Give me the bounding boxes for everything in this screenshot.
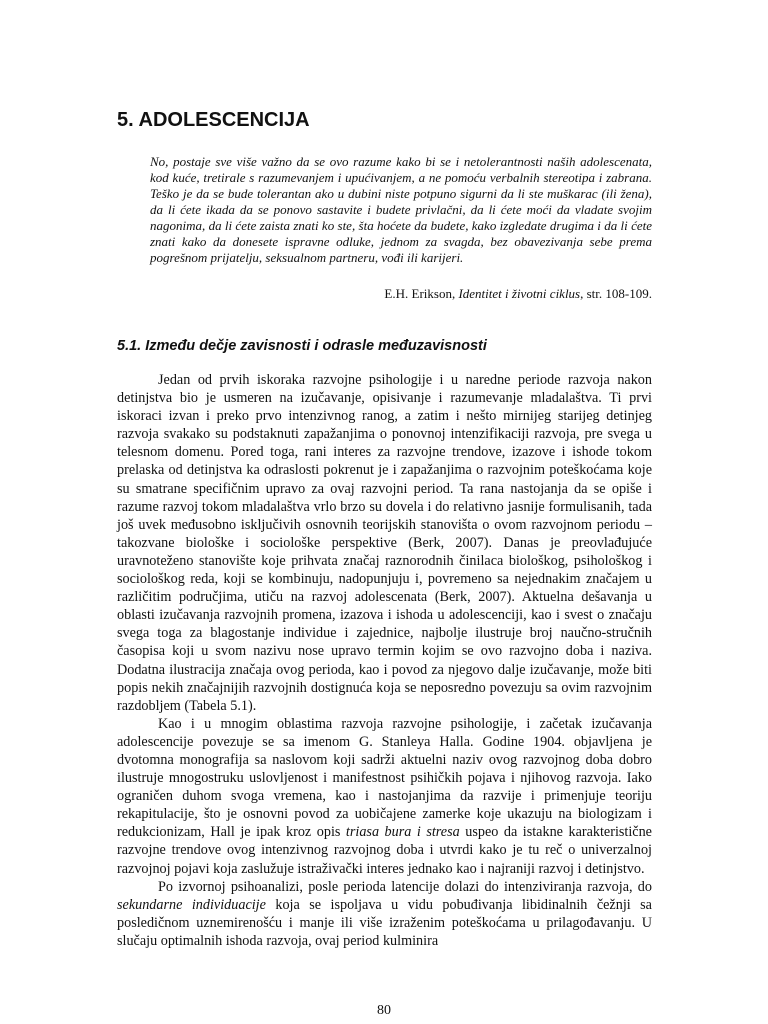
paragraph-2 bbox=[117, 715, 652, 878]
paragraph-3-text-b: koja se ispoljava u vidu pobuđivanja libidinalnih čežnji sa posledičnom uznemirenošću i manje ili više izraženim poteškoćama u prilagođavanju. U slučaju optimalnih ishoda razvoja, ovaj period kulminira bbox=[117, 896, 652, 949]
section-title: 5.1. Između dečje zavisnosti i odrasle međuzavisnosti bbox=[117, 338, 487, 354]
paragraph-3-term: sekundarne individuacije bbox=[117, 896, 266, 913]
attribution-pages: , str. 108-109. bbox=[580, 286, 652, 301]
page-number: 80 bbox=[377, 1003, 391, 1018]
paragraph-2-text-b: uspeo da istakne karakteristične razvojne trendove ovog intenzivnog razvojnog doba i utvrdi kako je tu reč o univerzalnoj razvojnoj pojavi koja zaslužuje istraživački interes jednako kao i najraniji razvoj i detinjstvo. bbox=[117, 824, 652, 877]
paragraph-3 bbox=[117, 878, 652, 950]
body-text bbox=[117, 371, 652, 950]
paragraph-2-term: triasa bura i stresa bbox=[345, 824, 460, 841]
paragraph-2-text-a: Kao i u mnogim oblastima razvoja razvojne psihologije, i začetak izučavanja adolescencije povezuje se sa imenom G. Stanleya Halla. Godine 1904. objavljena je dvotomna monografija sa naslovom koji sadrži aktuelni naziv ovog razvojnog doba dobro ilustruje mnogostruku uslovljenost i manifestnost psihičkih pojava i njihovog razvoja. Iako ograničen duhom svoga vremena, kao i nastojanjima da razvije i primenjuje teoriju rekapitulacije, što je osnovni povod za uobičajene zamerke koje ukazuju na biologizam i redukcionizam, Hall je ipak kroz opis bbox=[117, 715, 652, 841]
attribution-work-title: Identitet i životni ciklus bbox=[458, 286, 581, 301]
epigraph-attribution bbox=[150, 286, 652, 302]
chapter-title: 5. ADOLESCENCIJA bbox=[117, 109, 310, 131]
paragraph-3-text-a: Po izvornoj psihoanalizi, posle perioda latencije dolazi do intenziviranja razvoja, do bbox=[158, 878, 652, 895]
attribution-author: E.H. Erikson, bbox=[384, 286, 459, 301]
paragraph-1: Jedan od prvih iskoraka razvojne psihologije i u naredne periode razvoja nakon detinjstva bio je usmeren na izučavanje, opisivanje i razumevanje mladalaštva. Ti prvi iskoraci izvan i preko prvo intenzivnog ranog, a zatim i nešto mirnijeg starijeg detinjeg razvoja svakako su podstaknuti zapažanjima o ponovnoj intenzifikaciji razvoja, pre svega u telesnom domenu. Pored toga, rani interes za razvojne trendove, izazove i ishode tokom prelaska od detinjstva ka odraslosti pokrenut je i zapažanjima o razvojnim poteškoćama koje su smatrane specifičnim upravo za ovaj razvojni period. Ta rana nastojanja da se opiše i razume razvoj tokom mladalaštva vrlo brzo su dovela i do relativno jasnije formulisanih, tada još uvek međusobno isključivih osnovnih teorijskih stanovišta o ovom razvojnom periodu – takozvane biološke i sociološke perspektive (Berk, 2007). Danas je preovlađujuće uravnoteženo stanovište koje prihvata značaj raznorodnih činilaca biološkog, psihološkog i sociološkog reda, koji se kombinuju, nadopunjuju i, povremeno sa nejednakim značajem u različitim područjima, utiču na razvoj adolescenata (Berk, 2007). Aktuelna dešavanja u oblasti izučavanja razvojnih promena, izazova i ishoda u adolescenciji, kao i svest o značaju svega toga za blagostanje individue i zajednice, najbolje ilustruje broj naučno-stručnih časopisa koji u svom nazivu nose upravo termin kojim se ovo razvojno doba i naziva. Dodatna ilustracija značaja ovog perioda, kao i povod za njegovo dalje izučavanje, može biti popis nekih značajnijih razvojnih dostignuća koja se neposredno povezuju sa ovim razvojnim razdobljem (Tabela 5.1). bbox=[117, 372, 652, 714]
epigraph-quote: No, postaje sve više važno da se ovo razume kako bi se i netolerantnosti naših adolescenata, kod kuće, tretirale s razumevanjem i upućivanjem, a ne pomoću verbalnih stereotipa i zabrana. Teško je da se bude tolerantan ako u dubini niste potpuno sigurni da li ste muškarac (ili žena), da li ćete ikada da se ponovo sastavite i budete privlačni, da li ćete moći da vladate svojim nagonima, da li ćete zaista znati ko ste, šta hoćete da budete, kako izgledate drugima i da li ćete znati kako da donesete ispravne odluke, jednom za svagda, bez obavezivanja sebe prema pogrešnom prijatelju, seksualnom partneru, vođi ili karijeri. bbox=[150, 154, 652, 265]
